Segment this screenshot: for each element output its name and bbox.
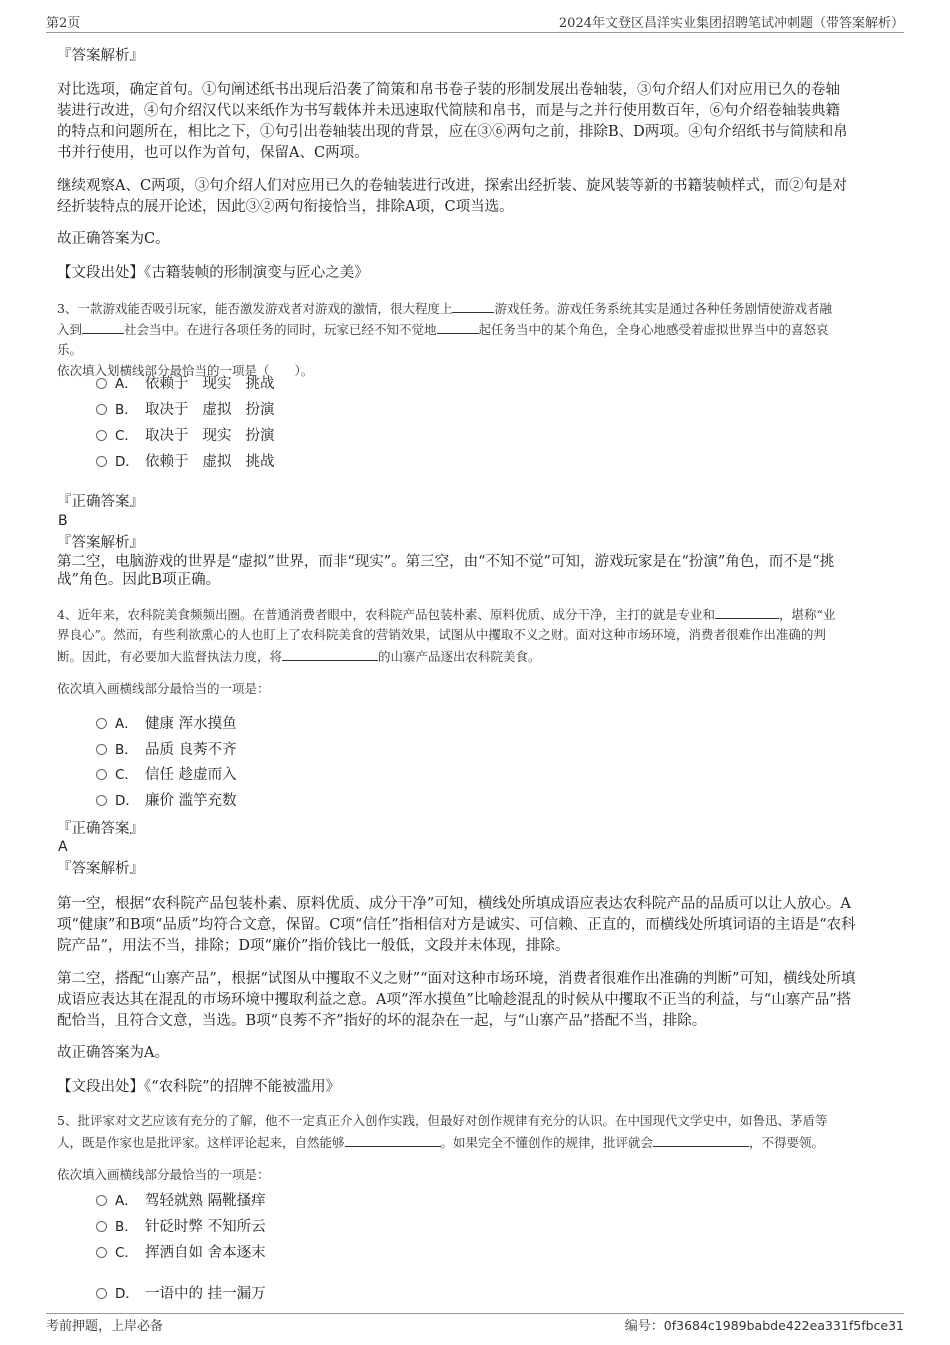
option-letter: C． <box>115 428 138 444</box>
q5-stem-part: ，不得要领。 <box>749 1135 825 1150</box>
document-code-value: 0f3684c1989babde422ea331f5fbce31 <box>663 1318 904 1333</box>
q3-option-b[interactable] <box>96 400 289 420</box>
q3-stem-part: 入到 <box>57 322 83 337</box>
option-text: 一语中的 挂一漏万 <box>145 1286 266 1302</box>
blank-line <box>282 646 378 661</box>
radio-icon[interactable] <box>96 744 107 755</box>
blank-line <box>437 319 479 334</box>
q2-analysis-p1-l3: 的特点和问题所在，相比之下，①句引出卷轴装出现的背景，应在③⑥两句之前，排除B、D两项。④句介绍纸书与简牍和帛 <box>57 124 848 140</box>
q4-analysis-label: 『答案解析』 <box>57 861 144 877</box>
q4-stem-l3 <box>57 646 907 667</box>
q4-option-d[interactable] <box>96 791 237 811</box>
q3-prompt: 依次填入划横线部分最恰当的一项是（ ）。 <box>57 363 314 378</box>
q4-option-c[interactable] <box>96 765 237 785</box>
radio-icon[interactable] <box>96 430 107 441</box>
radio-icon[interactable] <box>96 1221 107 1232</box>
q5-option-c[interactable] <box>96 1243 266 1263</box>
q2-source-label: 【文段出处】 <box>57 265 144 281</box>
radio-icon[interactable] <box>96 1247 107 1258</box>
q4-stem-l1 <box>57 604 907 625</box>
q4-answer: A <box>58 839 68 855</box>
option-word: 现实 <box>202 428 232 444</box>
blank-line <box>715 604 779 619</box>
option-word: 挑战 <box>245 376 275 392</box>
option-letter: D． <box>115 1286 139 1302</box>
option-word: 现实 <box>202 376 232 392</box>
option-letter: D． <box>115 793 139 809</box>
q4-analysis-p2-l2: 成语应表达其在混乱的市场环境中攫取利益之意。A项“浑水摸鱼”比喻趁混乱的时候从中攫取不正当的利益，与“山寨产品”搭 <box>57 992 852 1008</box>
q3-option-c[interactable] <box>96 426 289 446</box>
q5-prompt: 依次填入画横线部分最恰当的一项是： <box>57 1167 270 1182</box>
option-word: 挑战 <box>245 454 275 470</box>
option-word: 虚拟 <box>202 402 232 418</box>
option-word: 扮演 <box>245 428 275 444</box>
q3-stem-part: 起任务当中的某个角色，全身心地感受着虚拟世界当中的喜怒哀 <box>478 322 829 337</box>
radio-icon[interactable] <box>96 456 107 467</box>
q4-source-label: 【文段出处】 <box>57 1079 144 1095</box>
page-header <box>46 10 904 33</box>
q4-stem-part: ，堪称“业 <box>778 607 836 622</box>
q5-stem-part: 。如果完全不懂创作的规律，批评就会 <box>440 1135 654 1150</box>
footer-slogan: 考前押题，上岸必备 <box>46 1319 164 1334</box>
q4-prompt: 依次填入画横线部分最恰当的一项是： <box>57 681 270 696</box>
option-word: 取决于 <box>145 428 189 444</box>
page-number: 第2页 <box>46 16 81 31</box>
q4-analysis-p2-l3: 配恰当，且符合文意，当选。B项“良莠不齐”指好的坏的混杂在一起，与“山寨产品”搭配不当，排除。 <box>57 1013 707 1029</box>
option-word: 虚拟 <box>202 454 232 470</box>
q5-stem-l1: 5、批评家对文艺应该有充分的了解，他不一定真正介入创作实践，但最好对创作规律有充分的认识。在中国现代文学史中，如鲁迅、茅盾等 <box>57 1113 828 1128</box>
radio-icon[interactable] <box>96 1195 107 1206</box>
q3-analysis-l2: 战”角色。因此B项正确。 <box>57 572 221 588</box>
option-text: 驾轻就熟 隔靴搔痒 <box>145 1193 266 1209</box>
q3-stem-part: 社会当中。在进行各项任务的同时，玩家已经不知不觉地 <box>124 322 437 337</box>
q3-stem-part: 游戏任务。游戏任务系统其实是通过各种任务剧情使游戏者融 <box>494 301 832 316</box>
blank-line <box>345 1132 441 1147</box>
q3-stem-l3: 乐。 <box>57 342 83 357</box>
blank-line <box>452 298 494 313</box>
option-text: 品质 良莠不齐 <box>145 742 237 758</box>
radio-icon[interactable] <box>96 404 107 415</box>
option-letter: A． <box>115 716 138 732</box>
blank-line <box>653 1132 749 1147</box>
q4-stem-part: 的山寨产品逐出农科院美食。 <box>378 649 541 664</box>
option-letter: A． <box>115 1193 138 1209</box>
option-text: 健康 浑水摸鱼 <box>145 716 237 732</box>
q4-option-a[interactable] <box>96 714 237 734</box>
q2-analysis-label: 『答案解析』 <box>57 48 144 64</box>
q4-analysis-p1-l2: 项“健康”和B项“品质”均符合文意，保留。C项“信任”指相信对方是诚实、可信赖、正直的，而横线处所填词语的主语是“农科 <box>57 917 856 933</box>
q4-analysis-p2-l1: 第二空，搭配“山寨产品”，根据“试图从中攫取不义之财”“面对这种市场环境，消费者很难作出准确的判断”可知，横线处所填 <box>57 971 856 987</box>
radio-icon[interactable] <box>96 795 107 806</box>
q4-answer-label: 『正确答案』 <box>57 821 144 837</box>
option-word: 扮演 <box>245 402 275 418</box>
q3-stem-l2 <box>57 319 907 340</box>
q3-option-a[interactable] <box>96 374 289 394</box>
q2-source-title: 《古籍装帧的形制演变与匠心之美》 <box>144 265 369 281</box>
option-letter: C． <box>115 767 138 783</box>
option-letter: B． <box>115 1219 138 1235</box>
q2-analysis-p1-l2: 装进行改进，④句介绍汉代以来纸作为书写载体并未迅速取代简牍和帛书，而是与之并行使用数百年，⑥句介绍卷轴装典籍 <box>57 103 840 119</box>
q4-conclusion: 故正确答案为A。 <box>57 1045 169 1061</box>
q5-option-d[interactable] <box>96 1284 266 1304</box>
radio-icon[interactable] <box>96 718 107 729</box>
document-code <box>625 1315 904 1334</box>
q2-analysis-p2-l2: 经折装特点的展开论述，因此③②两句衔接恰当，排除A项，C项当选。 <box>57 199 514 215</box>
option-text: 廉价 滥竽充数 <box>145 793 237 809</box>
q3-stem-part: 3、一款游戏能否吸引玩家，能否激发游戏者对游戏的激情，很大程度上 <box>57 301 453 316</box>
radio-icon[interactable] <box>96 378 107 389</box>
q2-conclusion: 故正确答案为C。 <box>57 231 170 247</box>
q4-stem-l2: 界良心”。然而，有些利欲熏心的人也盯上了农科院美食的营销效果，试图从中攫取不义之财。面对这种市场环境，消费者很难作出准确的判 <box>57 627 826 642</box>
q3-analysis-l1: 第二空，电脑游戏的世界是“虚拟”世界，而非“现实”。第三空，由“不知不觉”可知，游戏玩家是在“扮演”角色，而不是“挑 <box>57 554 835 570</box>
q4-stem-part: 4、近年来，农科院美食频频出圈。在普通消费者眼中，农科院产品包装朴素、原料优质、成分干净，主打的就是专业和 <box>57 607 715 622</box>
q2-analysis-p2-l1: 继续观察A、C两项，③句介绍人们对应用已久的卷轴装进行改进，探索出经折装、旋风装等新的书籍装帧样式，而②句是对 <box>57 178 848 194</box>
q5-option-a[interactable] <box>96 1191 266 1211</box>
option-text: 信任 趁虚而入 <box>145 767 237 783</box>
blank-line <box>82 319 124 334</box>
q3-analysis-label: 『答案解析』 <box>57 535 144 551</box>
radio-icon[interactable] <box>96 1288 107 1299</box>
q2-analysis-p1-l4: 书并行使用，也可以作为首句，保留A、C两项。 <box>57 145 369 161</box>
option-letter: C． <box>115 1245 138 1261</box>
q5-stem-l2 <box>57 1132 907 1153</box>
q3-answer: B <box>58 513 68 529</box>
q5-stem-part: 人，既是作家也是批评家。这样评论起来，自然能够 <box>57 1135 345 1150</box>
q3-stem-l1 <box>57 298 907 319</box>
option-letter: B． <box>115 402 138 418</box>
page-footer <box>46 1313 904 1334</box>
q4-source-title: 《“农科院”的招牌不能被滥用》 <box>144 1079 341 1095</box>
q2-source <box>57 263 907 284</box>
q4-source <box>57 1077 907 1098</box>
q4-analysis-p1-l1: 第一空，根据“农科院产品包装朴素、原料优质、成分干净”可知，横线处所填成语应表达农科院产品的品质可以让人放心。A <box>57 896 851 912</box>
document-title: 2024年文登区昌洋实业集团招聘笔试冲刺题（带答案解析） <box>558 16 904 31</box>
q4-analysis-p1-l3: 院产品”，用法不当，排除；D项“廉价”指价钱比一般低，文段并未体现，排除。 <box>57 938 570 954</box>
q3-answer-label: 『正确答案』 <box>57 494 144 510</box>
option-text: 针砭时弊 不知所云 <box>145 1219 266 1235</box>
option-letter: A． <box>115 376 138 392</box>
option-letter: D． <box>115 454 139 470</box>
q4-stem-part: 断。因此，有必要加大监督执法力度，将 <box>57 649 283 664</box>
q2-analysis-p1-l1: 对比选项，确定首句。①句阐述纸书出现后沿袭了简策和帛书卷子装的形制发展出卷轴装，③句介绍人们对应用已久的卷轴 <box>57 82 840 98</box>
q4-option-b[interactable] <box>96 740 237 760</box>
option-word: 取决于 <box>145 402 189 418</box>
q5-option-b[interactable] <box>96 1217 266 1237</box>
option-word: 依赖于 <box>145 454 189 470</box>
q3-option-d[interactable] <box>96 452 289 472</box>
option-letter: B． <box>115 742 138 758</box>
option-word: 依赖于 <box>145 376 189 392</box>
radio-icon[interactable] <box>96 769 107 780</box>
document-code-label: 编号： <box>624 1319 664 1334</box>
option-text: 挥洒自如 舍本逐末 <box>145 1245 266 1261</box>
